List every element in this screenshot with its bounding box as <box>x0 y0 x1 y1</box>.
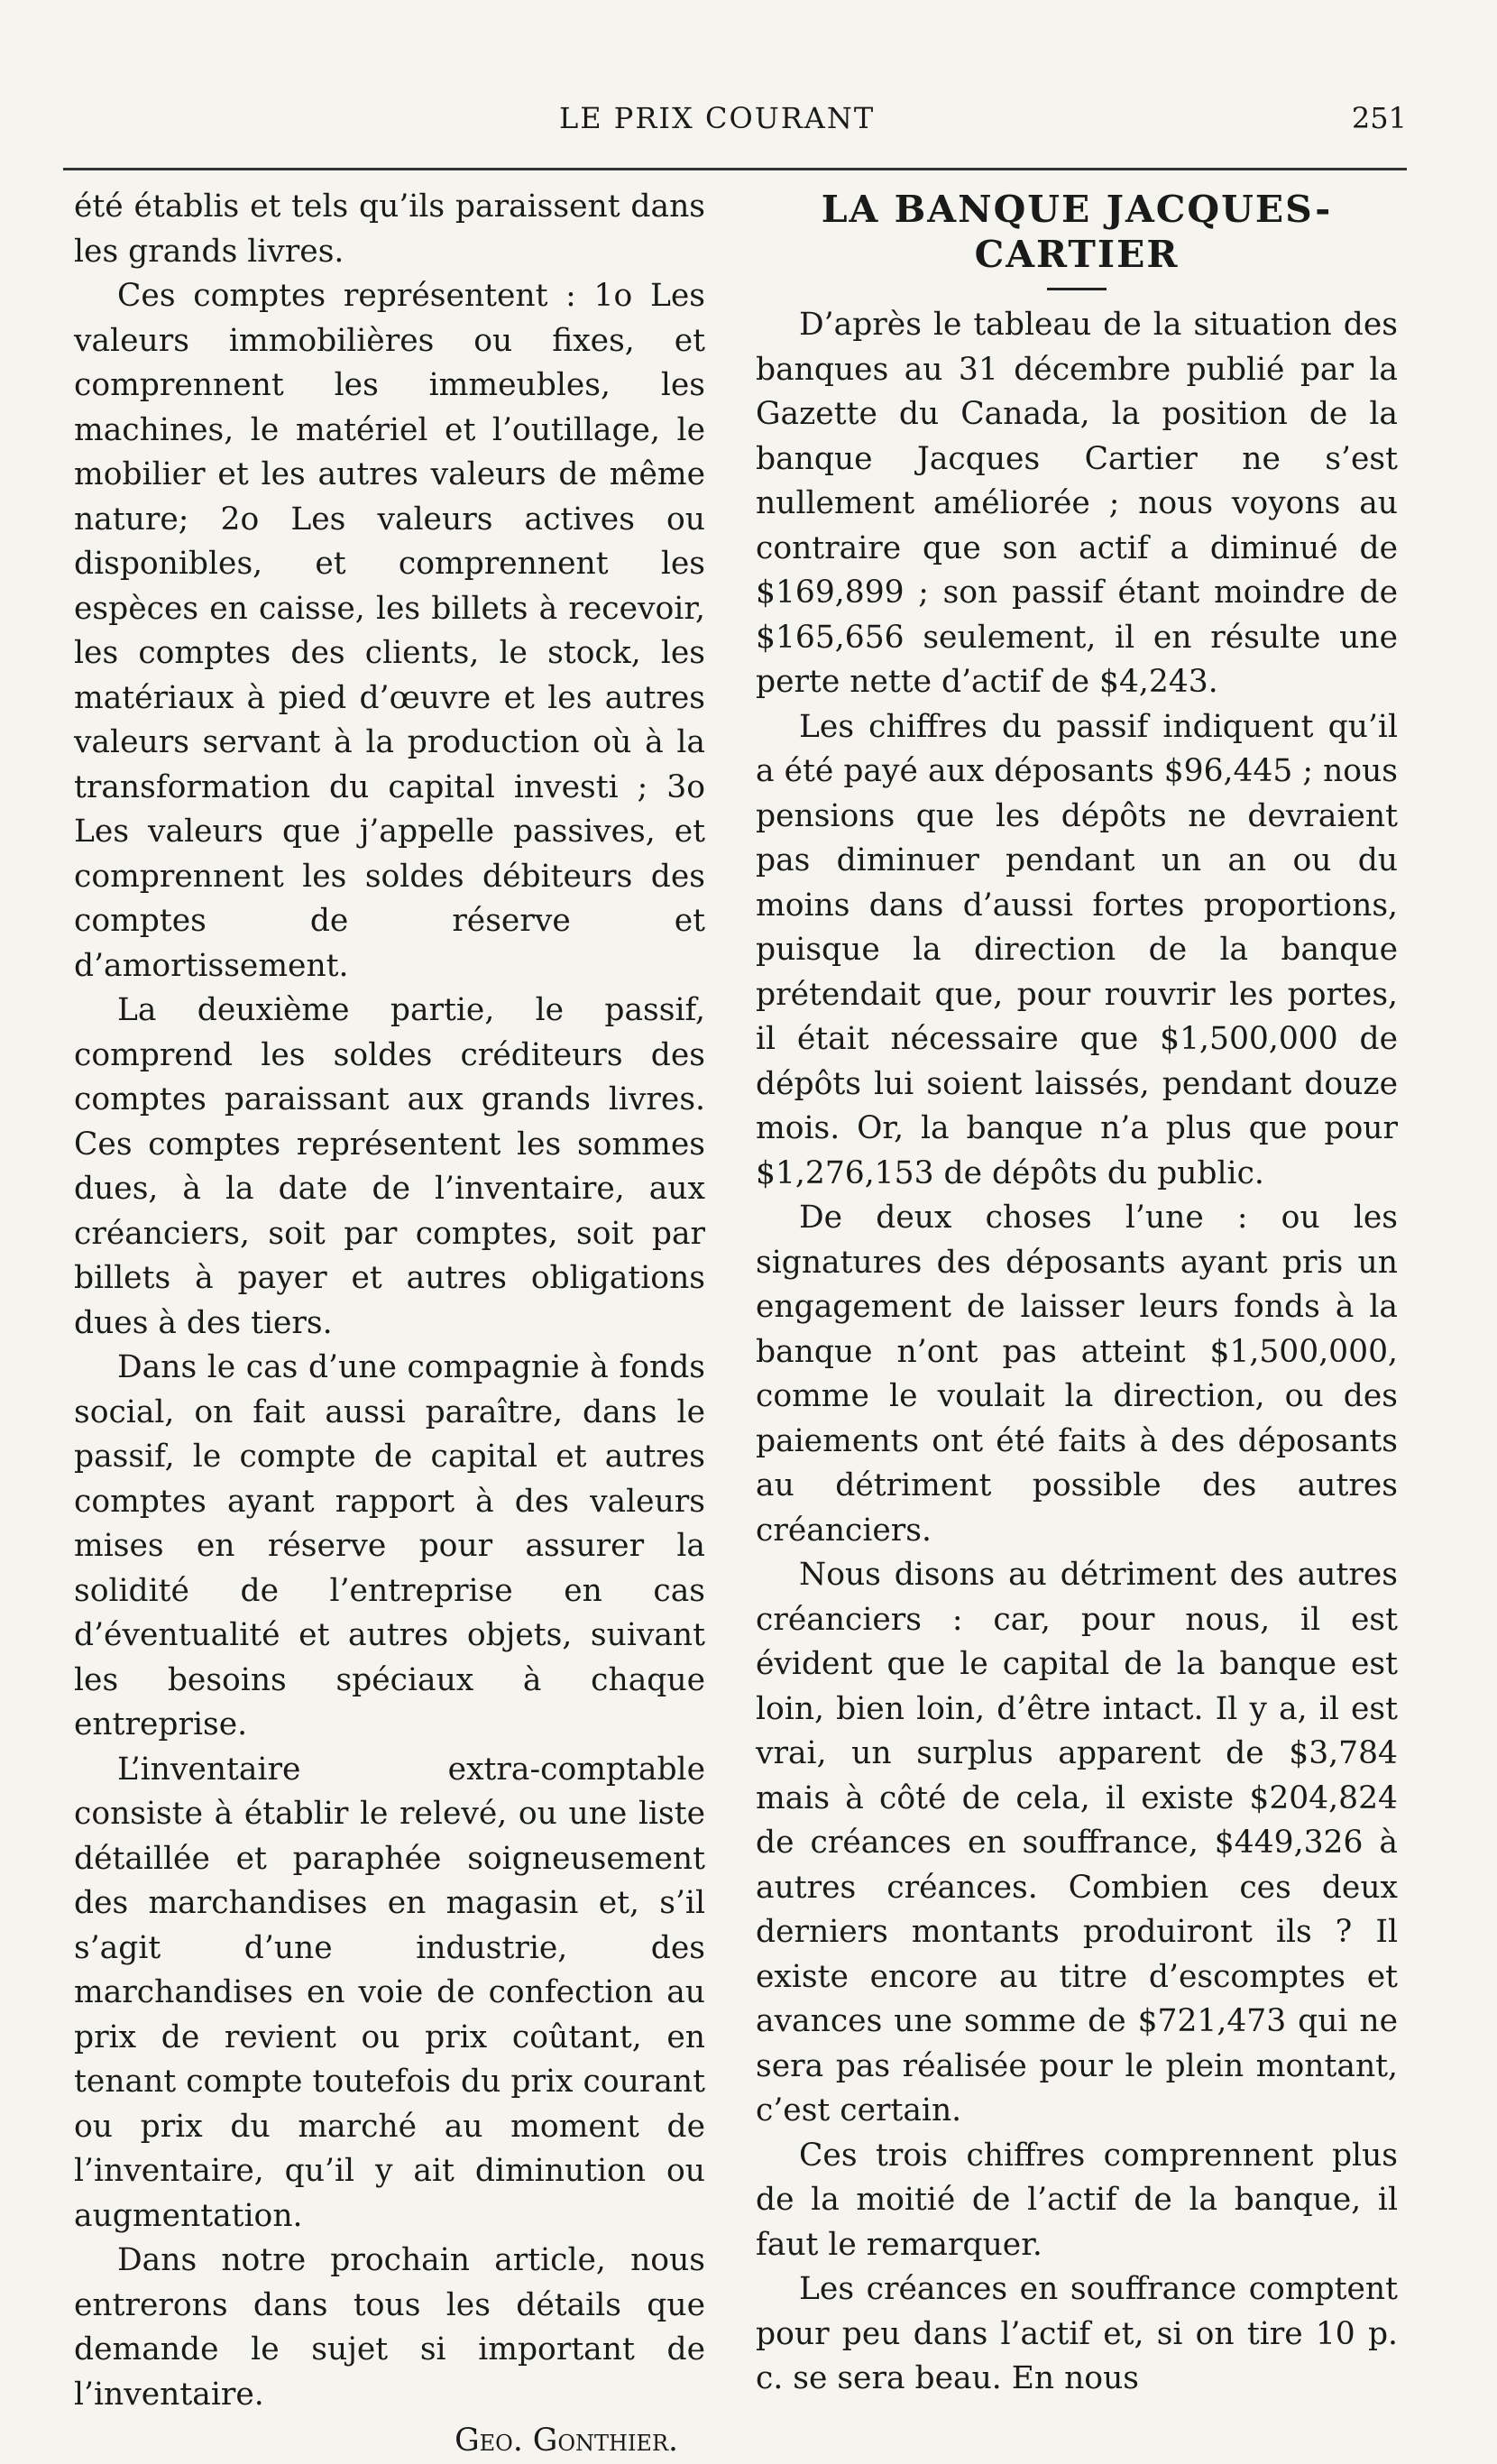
left-column <box>74 185 705 2464</box>
right-paragraph-1: D’après le tableau de la situation des banques au 31 décembre publié par la Gazette du Canada, la position de la banque Jacques Cartier ne s’est nullement améliorée ; nous voyons au contraire que son actif a diminué de $169,899 ; son passif étant moindre de $165,656 seulement, il en résulte une perte nette d’actif de $4,243. <box>756 307 1398 700</box>
right-paragraph-6: Les créances en souffrance comptent pour peu dans l’actif et, si on tire 10 p. c. se sera beau. En nous <box>756 2271 1398 2396</box>
article-title: LA BANQUE JACQUES-CARTIER <box>821 188 1333 276</box>
right-paragraph-2: Les chiffres du passif indiquent qu’il a été payé aux déposants $96,445 ; nous pensions que les dépôts ne devraient pas diminuer pendant un an ou du moins dans d’aussi fortes proportions, puisque la direction de la banque prétendait que, pour rouvrir les portes, il était nécessaire que $1,500,000 de dépôts lui soient laissés, pendant douze mois. Or, la banque n’a plus que pour $1,276,153 de dépôts du public. <box>756 708 1398 1191</box>
left-paragraph-1: été établis et tels qu’ils paraissent dans les grands livres. <box>74 188 705 270</box>
left-paragraph-3: La deuxième partie, le passif, comprend les soldes créditeurs des comptes paraissant aux grands livres. Ces comptes représentent les sommes dues, à la date de l’inventaire, aux créanciers, soit par comptes, soit par billets à payer et autres obligations dues à des tiers. <box>74 992 705 1341</box>
header-rule <box>63 168 1407 170</box>
left-paragraph-6: Dans notre prochain article, nous entrerons dans tous les détails que demande le sujet si important de l’inventaire. <box>74 2242 705 2413</box>
left-paragraph-2: Ces comptes représentent : 1o Les valeurs immobilières ou fixes, et comprennent les immeubles, les machines, le matériel et l’outillage, le mobilier et les autres valeurs de même nature; 2o Les valeurs actives ou disponibles, et comprennent les espèces en caisse, les billets à recevoir, les comptes des clients, le stock, les matériaux à pied d’œuvre et les autres valeurs servant à la production où à la transformation du capital investi ; 3o Les valeurs que j’appelle passives, et comprennent les soldes débiteurs des comptes de réserve et d’amortissement. <box>74 278 705 984</box>
page-number: 251 <box>1351 101 1407 135</box>
left-paragraph-4: Dans le cas d’une compagnie à fonds social, on fait aussi paraître, dans le passif, le compte de capital et autres comptes ayant rapport à des valeurs mises en réserve pour assurer la solidité de l’entreprise en cas d’éventualité et autres objets, suivant les besoins spéciaux à chaque entreprise. <box>74 1349 705 1742</box>
right-column <box>756 185 1398 2402</box>
right-paragraph-4: Nous disons au détriment des autres créanciers : car, pour nous, il est évident que le capital de la banque est loin, bien loin, d’être intact. Il y a, il est vrai, un surplus apparent de $3,784 mais à côté de cela, il existe $204,824 de créances en souffrance, $449,326 à autres créances. Combien ces deux derniers montants produiront ils ? Il existe encore au titre d’escomptes et avances une somme de $721,473 qui ne sera pas réalisée pour le plein montant, c’est certain. <box>756 1557 1398 2128</box>
page-header <box>72 101 1407 146</box>
author-signature: Geo. Gonthier. <box>455 2423 678 2459</box>
page-title: LE PRIX COURANT <box>559 101 876 135</box>
right-paragraph-3: De deux choses l’une : ou les signatures des déposants ayant pris un engagement de laisser leurs fonds à la banque n’ont pas atteint $1,500,000, comme le voulait la direction, ou des paiements ont été faits à des déposants au détriment possible des autres créanciers. <box>756 1200 1398 1549</box>
title-rule <box>1047 288 1107 290</box>
right-paragraph-5: Ces trois chiffres comprennent plus de la moitié de l’actif de la banque, il faut le remarquer. <box>756 2137 1398 2263</box>
left-paragraph-5: L’inventaire extra-comptable consiste à établir le relevé, ou une liste détaillée et paraphée soigneusement des marchandises en magasin et, s’il s’agit d’une industrie, des marchandises en voie de confection au prix de revient ou prix coûtant, en tenant compte toutefois du prix courant ou prix du marché au moment de l’inventaire, qu’il y ait diminution ou augmentation. <box>74 1751 705 2234</box>
